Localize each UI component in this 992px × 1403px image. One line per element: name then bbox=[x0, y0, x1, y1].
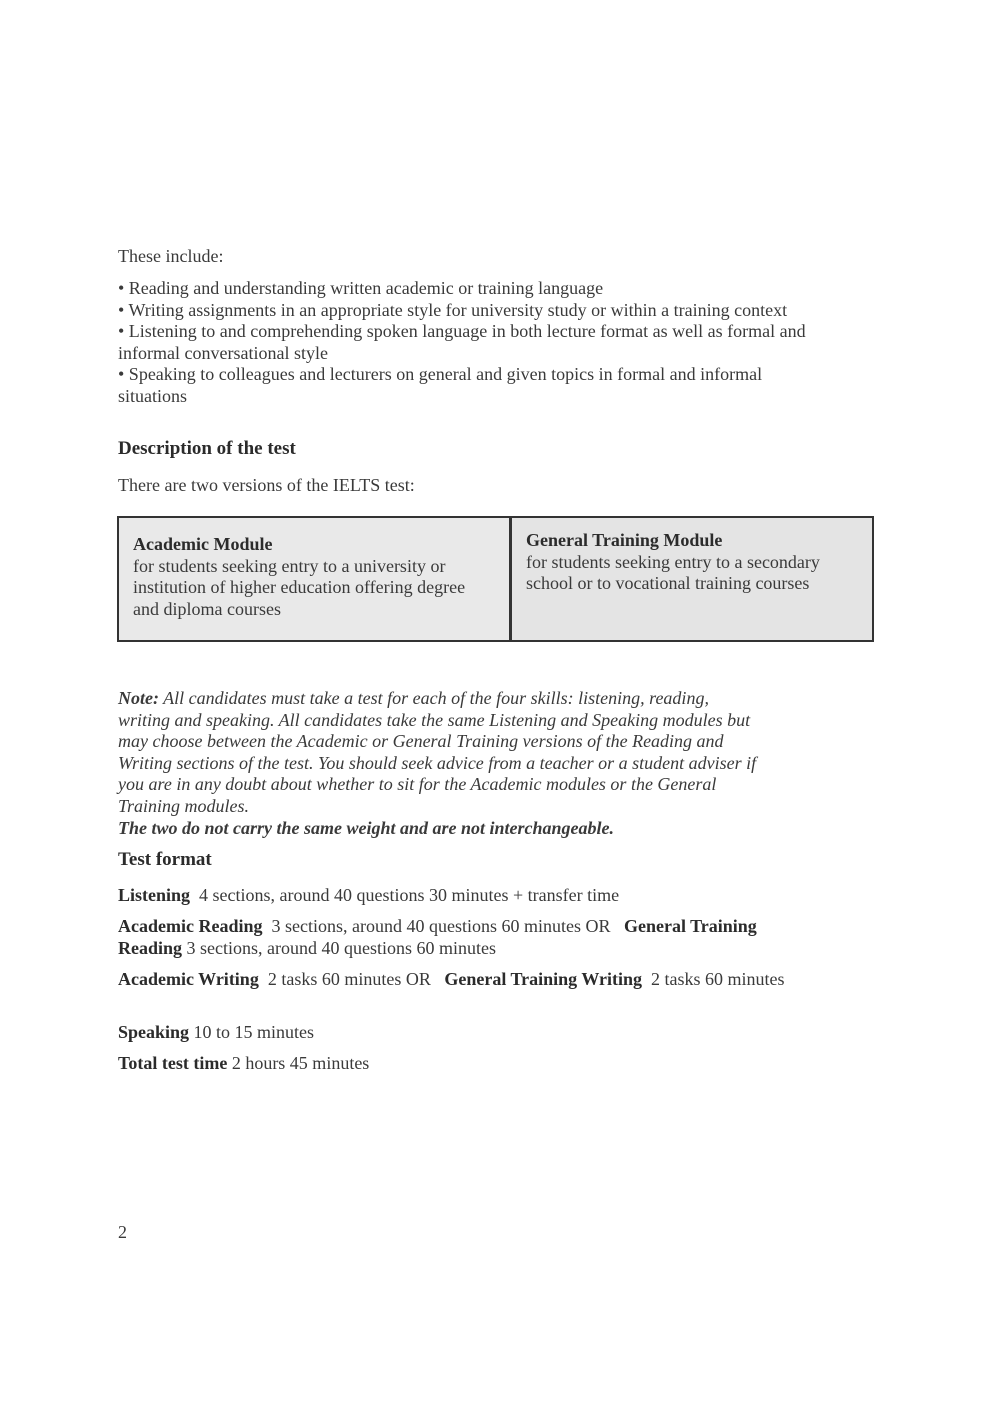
general-module-text: for students seeking entry to a secondary school or to vocational training courses bbox=[526, 551, 820, 594]
academic-module-cell bbox=[119, 518, 512, 640]
general-module-title: General Training Module bbox=[526, 530, 723, 550]
list-item: • Writing assignments in an appropriate style for university study or within a training context bbox=[118, 299, 788, 320]
listening-label: Listening bbox=[118, 885, 191, 905]
page-number: 2 bbox=[118, 1222, 127, 1242]
academic-module-title: Academic Module bbox=[133, 534, 273, 554]
skills-list bbox=[118, 278, 818, 408]
gt-reading-text: 3 sections, around 40 questions 60 minutes bbox=[186, 937, 496, 958]
general-module-cell bbox=[512, 518, 872, 640]
list-item: • Reading and understanding written academic or training language bbox=[118, 278, 604, 298]
total-label: Total test time bbox=[118, 1053, 228, 1073]
gt-writing-label: General Training Writing bbox=[444, 969, 643, 989]
academic-module-text: for students seeking entry to a university or institution of higher education offering degree and diploma courses bbox=[133, 555, 466, 619]
intro-text: These include: bbox=[118, 246, 224, 266]
modules-table bbox=[117, 516, 874, 642]
format-total bbox=[118, 1053, 818, 1075]
versions-text: There are two versions of the IELTS test: bbox=[118, 475, 415, 495]
ac-reading-label: Academic Reading bbox=[118, 916, 263, 936]
format-writing bbox=[118, 969, 818, 991]
speaking-text: 10 to 15 minutes bbox=[193, 1022, 315, 1042]
note-label: Note: bbox=[118, 688, 159, 708]
listening-text: 4 sections, around 40 questions 30 minutes + transfer time bbox=[199, 885, 620, 905]
gt-reading-label: General Training Reading bbox=[118, 916, 757, 958]
speaking-label: Speaking bbox=[118, 1022, 190, 1042]
description-heading: Description of the test bbox=[118, 438, 296, 459]
list-item: • Listening to and comprehending spoken language in both lecture format as well as formal and informal conversational style bbox=[118, 321, 806, 363]
format-listening bbox=[118, 885, 818, 907]
ac-reading-text: 3 sections, around 40 questions 60 minutes OR bbox=[271, 916, 615, 936]
format-heading: Test format bbox=[118, 849, 212, 870]
format-speaking bbox=[118, 1022, 818, 1044]
ac-writing-text: 2 tasks 60 minutes OR bbox=[267, 969, 436, 989]
format-reading bbox=[118, 916, 818, 959]
gt-writing-text: 2 tasks 60 minutes bbox=[651, 969, 785, 989]
list-item: • Speaking to colleagues and lecturers on general and given topics in formal and informal situations bbox=[118, 364, 763, 406]
note-text: All candidates must take a test for each of the four skills: listening, reading, writing and speaking. All candidates take the same Listening and Speaking modules but may choose between the Academic or General Training versions of the Reading and Writing sections of the test. You should seek advice from a teacher or a student adviser if you are in any doubt about whether to sit for the Academic modules or the General Training modules. bbox=[118, 688, 757, 816]
ac-writing-label: Academic Writing bbox=[118, 969, 259, 989]
note-paragraph bbox=[118, 688, 758, 839]
total-text: 2 hours 45 minutes bbox=[231, 1053, 370, 1073]
note-bold-text: The two do not carry the same weight and are not interchangeable. bbox=[118, 817, 615, 838]
